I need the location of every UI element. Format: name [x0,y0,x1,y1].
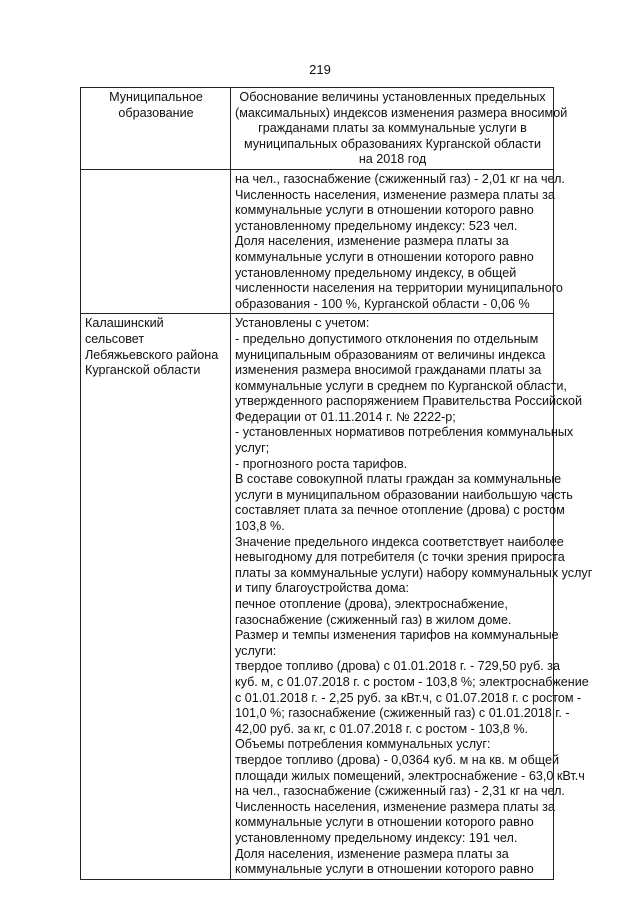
text-line: коммунальные услуги в отношении которого равно [235,862,534,877]
municipality-name-line: Лебяжьевского района [85,347,219,362]
municipality-name-line: сельсовет [85,331,145,346]
text-line: коммунальные услуги в отношении которого равно [235,249,534,264]
page-number: 219 [309,62,331,77]
text-line: твердое топливо (дрова) - 0,0364 куб. м на кв. м общей [235,752,560,767]
text-line: Объемы потребления коммунальных услуг: [235,737,491,752]
text-line: услуг; [235,441,270,456]
municipality-name-line: Курганской области [85,363,201,378]
municipality-cell [81,314,231,879]
text-line: Доля населения, изменение размера платы за [235,846,509,861]
header-col2-line: (максимальных) индексов изменения размера вносимой [235,105,568,120]
table-row [81,169,554,313]
text-line: Установлены с учетом: [235,316,370,331]
text-line: Значение предельного индекса соответствует наиболее [235,534,564,549]
text-line: В составе совокупной платы граждан за коммунальные [235,472,562,487]
text-line: 42,00 руб. за кг, с 01.07.2018 г. с ростом - 103,8 %. [235,721,529,736]
header-justification [231,88,568,170]
header-col2-line: гражданами платы за коммунальные услуги в [258,121,527,136]
text-line: и типу благоустройства дома: [235,581,410,596]
text-line: на чел., газоснабжение (сжиженный газ) - 2,01 кг на чел. [235,171,565,186]
text-line: площади жилых помещений, электроснабжение - 63,0 кВт.ч [235,768,585,783]
text-line: услуги: [235,643,277,658]
justification-table [80,87,593,880]
header-col2-line: на 2018 год [358,152,427,167]
table-row [81,314,554,879]
text-line: коммунальные услуги в среднем по Курганской области, [235,378,567,393]
text-line: установленному предельному индексу: 191 чел. [235,830,518,845]
text-line: образования - 100 %, Курганской области - 0,06 % [235,296,530,311]
text-line: - установленных нормативов потребления коммунальных [235,425,574,440]
header-col2-line: муниципальных образованиях Курганской области [243,136,542,151]
table-header-row [81,88,554,170]
text-line: 101,0 %; газоснабжение (сжиженный газ) с 01.01.2018 г. - [235,706,570,721]
text-line: - предельно допустимого отклонения по отдельным [235,331,539,346]
text-line: изменения размера вносимой гражданами платы за [235,363,542,378]
text-line: твердое топливо (дрова) с 01.01.2018 г. - 729,50 руб. за [235,659,560,674]
text-line: невыгодному для потребителя (с точки зрения прироста [235,550,565,565]
text-line: утвержденного распоряжением Правительства Российской [235,394,583,409]
text-line: на чел., газоснабжение (сжиженный газ) - 2,31 кг на чел. [235,784,565,799]
text-line: куб. м, с 01.07.2018 г. с ростом - 103,8 %; электроснабжение [235,674,589,689]
text-line: услуги в муниципальном образовании наибольшую часть [235,487,573,502]
text-line: Численность населения, изменение размера платы за [235,799,555,814]
text-line: Доля населения, изменение размера платы за [235,234,509,249]
text-line: численности населения на территории муниципального [235,281,563,296]
header-municipality [81,88,231,170]
text-line: установленному предельному индексу, в общей [235,265,517,280]
text-line: Численность населения, изменение размера платы за [235,187,555,202]
municipality-cell-continued [81,169,231,313]
justification-cell [231,314,593,879]
text-line: Размер и темпы изменения тарифов на коммунальные [235,628,559,643]
text-line: муниципальным образованиям от величины индекса [235,347,546,362]
text-line: коммунальные услуги в отношении которого равно [235,203,534,218]
header-col1-line: образование [118,105,194,120]
text-line: с 01.01.2018 г. - 2,25 руб. за кВт.ч, с 01.07.2018 г. с ростом - [235,690,582,705]
text-line: платы за коммунальные услуги) набору коммунальных услуг [235,565,593,580]
text-line: газоснабжение (сжиженный газ) в жилом доме. [235,612,512,627]
header-col2-line: Обоснование величины установленных предельных [239,90,546,104]
text-line: установленному предельному индексу: 523 чел. [235,218,518,233]
text-line: Федерации от 01.11.2014 г. № 2222-р; [235,409,456,424]
text-line: составляет плата за печное отопление (дрова) с ростом [235,503,565,518]
text-line: печное отопление (дрова), электроснабжение, [235,597,508,611]
text-line: - прогнозного роста тарифов. [235,456,408,471]
header-col1-line: Муниципальное [109,90,203,104]
justification-cell [231,169,565,313]
text-line: 103,8 %. [235,519,285,534]
text-line: коммунальные услуги в отношении которого равно [235,815,534,830]
municipality-name-line: Калашинский [85,316,164,331]
